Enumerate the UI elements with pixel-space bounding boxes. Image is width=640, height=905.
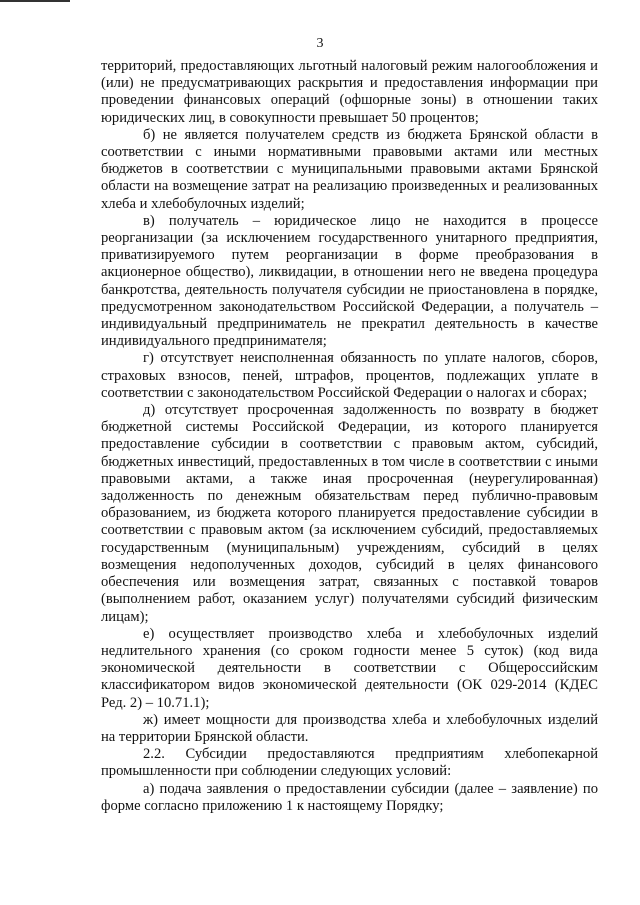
paragraph-e: е) осуществляет производство хлеба и хлебобулочных изделий недлительного хранения (со сроком годности менее 5 суток) (код вида экономической деятельности в соответствии с Общероссийским классификатором видов экономической деятельности (ОК 029-2014 (КДЕС Ред. 2) – 10.71.1); xyxy=(101,625,598,711)
paragraph-v: в) получатель – юридическое лицо не находится в процессе реорганизации (за исключением государственного унитарного предприятия, приватизируемого путем реорганизации в форме преобразования в акционерное общество), ликвидации, в отношении него не введена процедура банкротства, деятельность получателя субсидии не приостановлена в порядке, предусмотренном законодательством Российской Федерации, а получатель – индивидуальный предприниматель не прекратил деятельность в качестве индивидуального предпринимателя; xyxy=(101,212,598,350)
paragraph-b: б) не является получателем средств из бюджета Брянской области в соответствии с иными нормативными правовыми актами или местных бюджетов в соответствии с муниципальными правовыми актами Брянской области на возмещение затрат на реализацию произведенных и реализованных хлеба и хлебобулочных изделий; xyxy=(101,126,598,212)
top-rule xyxy=(0,0,70,2)
paragraph-2-2: 2.2. Субсидии предоставляются предприятиям хлебопекарной промышленности при соблюдении следующих условий: xyxy=(101,746,598,780)
document-body xyxy=(101,58,598,815)
paragraph-2-2-a: а) подача заявления о предоставлении субсидии (далее – заявление) по форме согласно приложению 1 к настоящему Порядку; xyxy=(101,780,598,814)
paragraph-continuation: территорий, предоставляющих льготный налоговый режим налогообложения и (или) не предусматривающих раскрытия и предоставления информации при проведении финансовых операций (офшорные зоны) в отношении таких юридических лиц, в совокупности превышает 50 процентов; xyxy=(101,58,598,126)
paragraph-d: д) отсутствует просроченная задолженность по возврату в бюджет бюджетной системы Российской Федерации, из которого планируется предоставление субсидии в соответствии с правовым актом, субсидий, бюджетных инвестиций, предоставленных в том числе в соответствии с иными правовыми актами, а также иная просроченная (неурегулированная) задолженность по денежным обязательствам перед публично-правовым образованием, из бюджета которого планируется предоставление субсидии в соответствии с правовым актом (за исключением субсидий, предоставляемых государственным (муниципальным) учреждениям, субсидий в целях возмещения недополученных доходов, субсидий в целях финансового обеспечения или возмещения затрат, связанных с поставкой товаров (выполнением работ, оказанием услуг) получателями субсидий физическим лицам); xyxy=(101,402,598,625)
paragraph-g: г) отсутствует неисполненная обязанность по уплате налогов, сборов, страховых взносов, пеней, штрафов, процентов, подлежащих уплате в соответствии с законодательством Российской Федерации о налогах и сборах; xyxy=(101,350,598,401)
page-number: 3 xyxy=(316,36,324,51)
paragraph-zh: ж) имеет мощности для производства хлеба и хлебобулочных изделий на территории Брянской области. xyxy=(101,711,598,745)
